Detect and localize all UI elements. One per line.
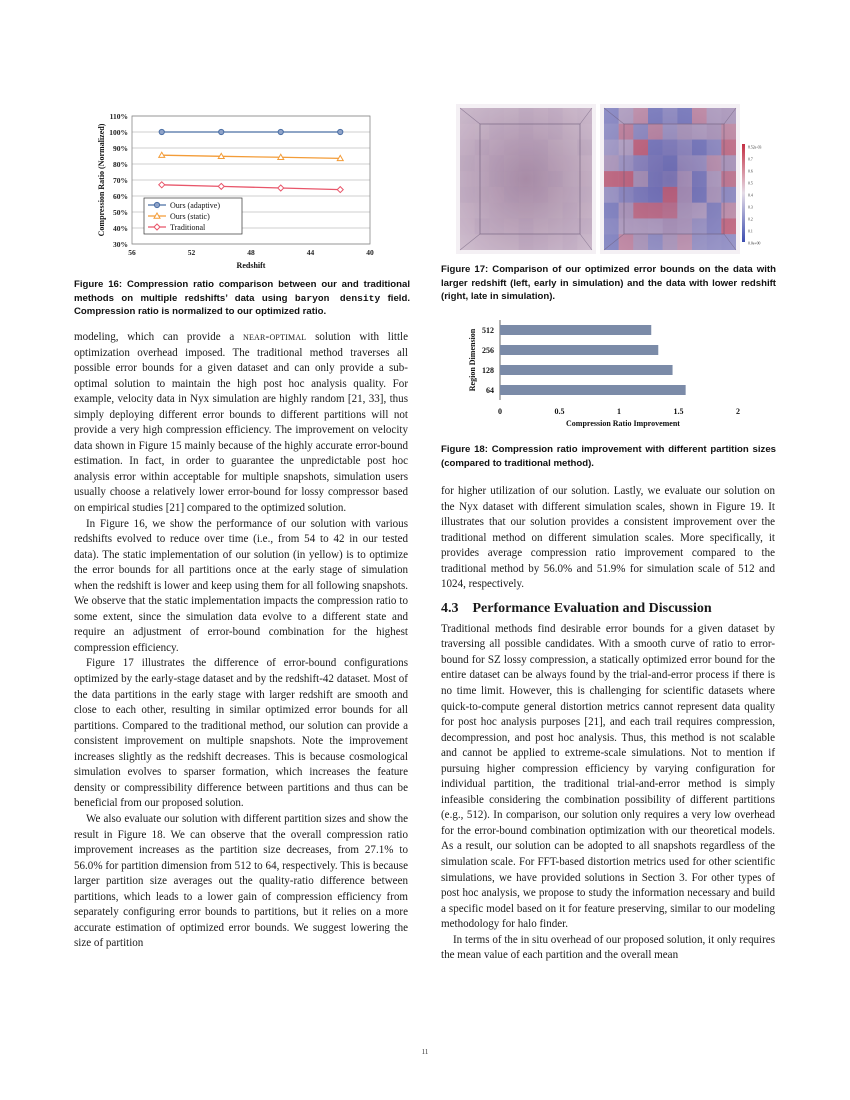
right-column bbox=[441, 484, 775, 964]
category-label: 64 bbox=[486, 386, 494, 395]
paragraph: Traditional methods find desirable error bounds for a given dataset by traversing all possible candidates. With a smooth curve of ratio to error-bound for SZ lossy compression, a statically optimized error bound for the entire dataset can be always found by the trial-and-error process if there is no time limit. However, this is challenging for scientific datasets where quick-to-compute general distortion metrics cannot represent data quality for post hoc analysis purposes [21], and each trail requires compression, decompression, and post hoc analysis. Thus, this method is not scalable and cannot be applied to extreme-scale simulations. Not to mention if pursuing higher compression efficiency by varying configuration for individual partition, the traditional trial-and-error method is simply infeasible considering the combination possibility of different partitions (e.g., 512). In comparison, our solution only requires a very low overhead for the error-bound combination optimization with our theoretical models. As a result, our solution can be adopted to all snapshots regardless of the simulation scale. For FFT-based distortion metrics used for other scientific simulations, we have provided solutions in Section 3. For other types of post hoc analysis, we propose to study the information necessary and build a specific model based on it for feature preserving, similar to our modeling methodology for halo finder. bbox=[441, 622, 775, 931]
figure-16-chart bbox=[74, 106, 410, 276]
figure-18-chart bbox=[466, 318, 758, 434]
y-tick-label: 60% bbox=[113, 192, 128, 201]
figure-18-caption: Figure 18: Compression ratio improvement with different partition sizes (compared to traditional method). bbox=[441, 444, 776, 469]
figure-17-caption: Figure 17: Comparison of our optimized error bounds on the data with larger redshift (left, early in simulation) and the data with lower redshift (right, late in simulation). bbox=[441, 264, 776, 303]
data-point bbox=[154, 202, 159, 207]
y-axis-label: Compression Ratio (Normalized) bbox=[97, 123, 106, 237]
data-point bbox=[219, 129, 224, 134]
paragraph: modeling, which can provide a near-optimal solution with little optimization overhead imposed. The traditional method traverses all possible error bounds for a given dataset and can only provide a sub-optimal solution to maintain the high post hoc analysis quality. For example, velocity data in Nyx simulation are highly random [21, 33], thus simply deploying different error bounds to different partitions will not provide a very high compression efficiency. The improvement on velocity data shown in Figure 15 mainly because of the highly accurate error-bound estimation. In fact, in order to guarantee the unpredictable post hoc analysis error within acceptable for multiple snapshots, simulation users usually choose a relatively lower error-bound for lossy compressor based on empirical studies [21] compared to the optimized solution. bbox=[74, 331, 408, 515]
page-number: 11 bbox=[421, 1048, 429, 1056]
caption-code-term: baryon density bbox=[294, 292, 381, 304]
x-tick-label: 44 bbox=[306, 248, 315, 257]
colorbar-label: 0.0e+00 bbox=[748, 241, 761, 246]
x-tick-label: 1 bbox=[617, 407, 621, 416]
paragraph: We also evaluate our solution with different partition sizes and show the result in Figure 18. We can observe that the overall compression ratio improvement increases as the partition size decreases, from 27.1% to 56.0% for partition dimension from 512 to 64, respectively. This is because larger partition size averages out the quality-ratio difference between partitions, which leads to a lower gain of compression efficiency from separately configuring error bounds to partitions, but it relies on a more accurate estimation of optimized error bounds. We suggest lowering the size of partition bbox=[74, 812, 408, 950]
bar-64 bbox=[500, 385, 686, 395]
y-axis-label: Region Dimension bbox=[468, 328, 477, 392]
paragraph: for higher utilization of our solution. Lastly, we evaluate our solution on the Nyx dataset with different simulation scales, shown in Figure 19. It illustrates that our solution provides a consistent improvement over the traditional method on different simulation scales. More specifically, it provides average compression ratio improvement compared to the traditional method by 56.0% and 51.9% for simulation scale of 512 and 1024, respectively. bbox=[441, 485, 775, 591]
colorbar-label: 0.5 bbox=[748, 181, 753, 186]
colorbar-label: 0.7 bbox=[748, 157, 753, 162]
series-traditional bbox=[159, 182, 344, 193]
figure-18 bbox=[466, 318, 758, 434]
colorbar-gradient bbox=[742, 144, 745, 242]
data-point bbox=[218, 183, 224, 189]
cube-right-late bbox=[600, 104, 740, 254]
x-tick-label: 1.5 bbox=[673, 407, 684, 416]
bar-128 bbox=[500, 365, 673, 375]
x-tick-label: 0.5 bbox=[554, 407, 565, 416]
colorbar-label: 0.6 bbox=[748, 169, 753, 174]
category-label: 128 bbox=[482, 366, 494, 375]
legend-label: Ours (static) bbox=[170, 212, 210, 221]
y-tick-label: 110% bbox=[109, 112, 128, 121]
bar-512 bbox=[500, 325, 651, 335]
x-tick-label: 2 bbox=[736, 407, 740, 416]
paragraph: In terms of the in situ overhead of our proposed solution, it only requires the mean value of each partition and the overall mean bbox=[441, 933, 775, 962]
y-tick-label: 50% bbox=[113, 208, 128, 217]
y-tick-label: 40% bbox=[113, 224, 128, 233]
legend bbox=[144, 198, 242, 234]
x-tick-label: 0 bbox=[498, 407, 502, 416]
series-line bbox=[162, 155, 341, 158]
y-tick-label: 100% bbox=[109, 128, 128, 137]
colorbar-label: 0.2 bbox=[748, 217, 753, 222]
colorbar-label: 0.3 bbox=[748, 205, 753, 210]
data-point bbox=[278, 185, 284, 191]
paragraph: Figure 17 illustrates the difference of error-bound configurations optimized by the early-stage dataset and by the redshift-42 dataset. Most of the data partitions in the early stage with larger redshift are smooth and close to each other, resulting in similar optimized error bounds for all partitions. Compared to the traditional method, our solution can provide a consistent improvement on multiple snapshots. Note the improvement increases slightly as the redshift decreases. This is because cosmological simulation evolves to sparser formation, which increases the feature density or compressibility difference between partitions and thus can be beneficial from our proposed solution. bbox=[74, 657, 408, 810]
x-tick-label: 52 bbox=[187, 248, 196, 257]
left-column bbox=[74, 330, 408, 952]
legend-label: Ours (adaptive) bbox=[170, 201, 220, 210]
section-heading: 4.3 Performance Evaluation and Discussion bbox=[441, 600, 712, 616]
category-label: 256 bbox=[482, 346, 494, 355]
x-tick-label: 56 bbox=[128, 248, 136, 257]
data-point bbox=[337, 187, 343, 193]
data-point bbox=[338, 129, 343, 134]
legend-label: Traditional bbox=[170, 223, 206, 232]
figure-16 bbox=[74, 106, 410, 276]
series-line bbox=[162, 185, 341, 190]
colorbar bbox=[742, 142, 768, 246]
y-tick-label: 70% bbox=[113, 176, 128, 185]
x-axis-label: Redshift bbox=[236, 261, 266, 270]
x-tick-label: 40 bbox=[366, 248, 374, 257]
category-label: 512 bbox=[482, 326, 494, 335]
data-point bbox=[159, 182, 165, 188]
x-axis-label: Compression Ratio Improvement bbox=[566, 419, 680, 428]
y-tick-label: 90% bbox=[113, 144, 128, 153]
figure-16-caption: Figure 16: Compression ratio comparison between our and traditional methods on multiple redshifts’ data using baryon density field. Compression ratio is normalized to our optimized ratio. bbox=[74, 279, 410, 318]
series-ours-static bbox=[159, 152, 344, 160]
series-ours-adaptive bbox=[159, 129, 343, 134]
x-tick-label: 48 bbox=[247, 248, 255, 257]
colorbar-label: 0.4 bbox=[748, 193, 753, 198]
colorbar-label: 0.1 bbox=[748, 229, 753, 234]
y-tick-label: 30% bbox=[113, 240, 128, 249]
bar-256 bbox=[500, 345, 658, 355]
data-point bbox=[278, 129, 283, 134]
cube-left-early bbox=[456, 104, 596, 254]
figure-17 bbox=[456, 104, 768, 256]
colorbar-label: 8.52e-03 bbox=[748, 145, 762, 150]
paragraph: In Figure 16, we show the performance of our solution with various redshifts evolved to reduce over time (i.e., from 54 to 42 in our tested data). The static implementation of our solution (in yellow) is to optimize the error bounds for all partitions once at the early stage of simulation when the redshift is lower and keep using them for all following snapshots. We observe that the static implementation impacts the compression ratio to some extent, since the simulation data evolve to a different state and require an adjustment of error-bound combination for the highest compression efficiency. bbox=[74, 517, 408, 654]
data-point bbox=[159, 129, 164, 134]
y-tick-label: 80% bbox=[113, 160, 128, 169]
